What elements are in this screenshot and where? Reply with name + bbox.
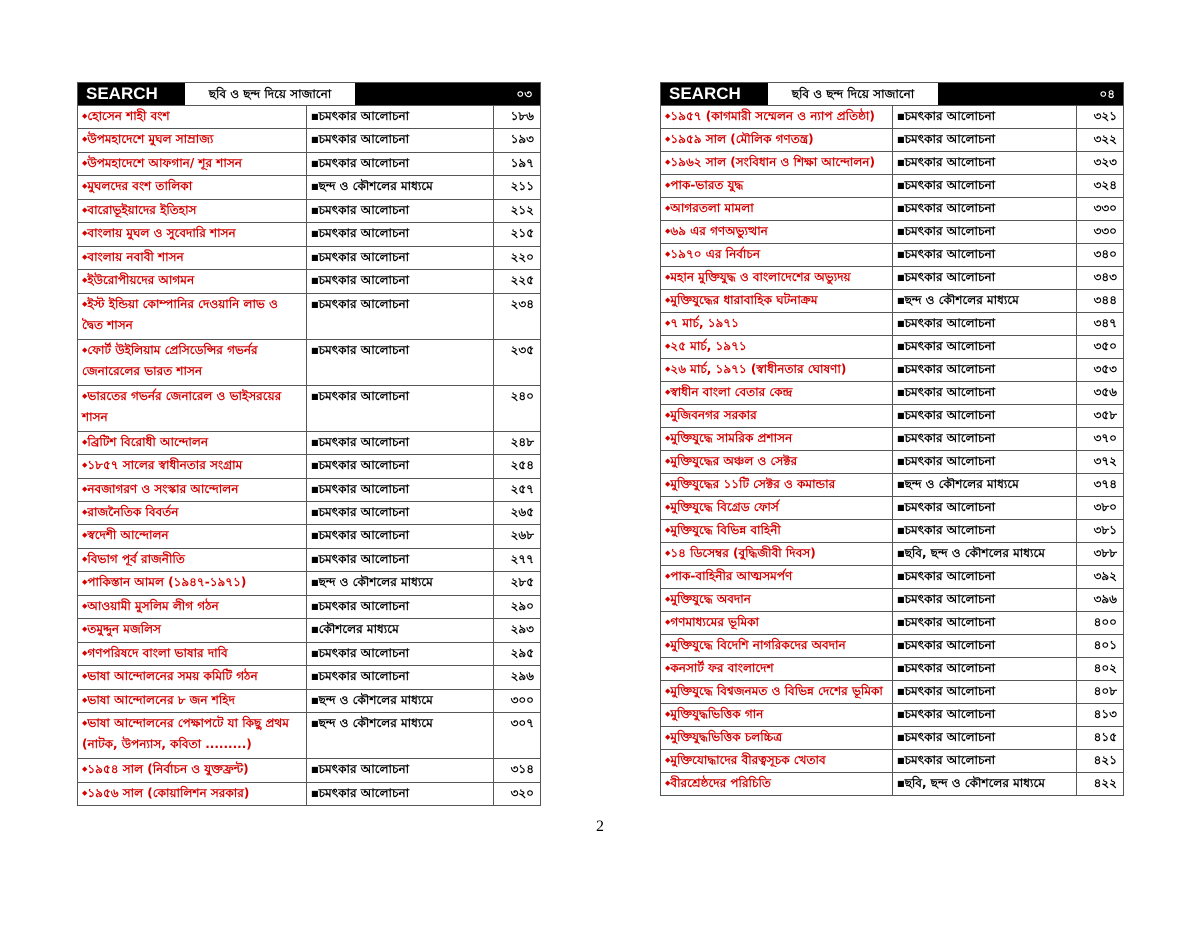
table-row <box>661 451 1123 474</box>
topic-cell: ◆ ভাষা আন্দোলনের ৮ জন শহিদ <box>78 690 307 712</box>
table-row <box>78 153 540 176</box>
table-row <box>661 704 1123 727</box>
topic-cell: ◆ বাংলায় নবাবী শাসন <box>78 247 307 269</box>
topic-cell: ◆ গণপরিষদে বাংলা ভাষার দাবি <box>78 643 307 665</box>
method-cell: ■ ছন্দ ও কৌশলের মাধ্যমে <box>893 474 1077 496</box>
topic-cell: ◆ ২৬ মার্চ, ১৯৭১ (স্বাধীনতার ঘোষণা) <box>661 359 893 381</box>
method-cell: ■ চমৎকার আলোচনা <box>893 750 1077 772</box>
page-ref-cell: ২১৫ <box>510 226 534 241</box>
method-cell: ■ চমৎকার আলোচনা <box>893 704 1077 726</box>
topic-cell: ◆ ১৪ ডিসেম্বর (বুদ্ধিজীবী দিবস) <box>661 543 893 565</box>
topic-cell: ◆ ৭ মার্চ, ১৯৭১ <box>661 313 893 335</box>
table-row <box>661 612 1123 635</box>
page-ref-cell: ২৯০ <box>510 598 534 613</box>
table-row <box>78 572 540 595</box>
page-ref-cell: ৩৮৮ <box>1093 546 1117 560</box>
page-ref-cell: ২৯৩ <box>510 622 534 637</box>
table-row <box>78 247 540 270</box>
table-row <box>661 474 1123 497</box>
table-row <box>661 244 1123 267</box>
topic-cell: ◆ পাক-ভারত যুদ্ধ <box>661 175 893 197</box>
method-cell: ■ চমৎকার আলোচনা <box>307 783 494 805</box>
page-ref-cell: ২৪০ <box>510 388 534 403</box>
method-cell: ■ চমৎকার আলোচনা <box>307 643 494 665</box>
table-row <box>661 198 1123 221</box>
table-page-number: ০৩ <box>355 83 540 105</box>
method-cell: ■ চমৎকার আলোচনা <box>893 727 1077 749</box>
right-rows <box>661 106 1123 795</box>
method-cell: ■ ছবি, ছন্দ ও কৌশলের মাধ্যমে <box>893 773 1077 795</box>
page-ref-cell: ৩৭০ <box>1093 431 1117 445</box>
topic-cell: ◆ ইস্ট ইন্ডিয়া কোম্পানির দেওয়ানি লাভ ও দ্বৈত শাসন <box>78 294 307 339</box>
table-row <box>78 223 540 246</box>
method-cell: ■ ছন্দ ও কৌশলের মাধ্যমে <box>893 290 1077 312</box>
method-cell: ■ চমৎকার আলোচনা <box>893 405 1077 427</box>
table-row <box>661 497 1123 520</box>
topic-cell: ◆ আগরতলা মামলা <box>661 198 893 220</box>
page-ref-cell: ৩৪৪ <box>1093 293 1117 307</box>
left-index-table <box>77 82 541 806</box>
table-row <box>661 175 1123 198</box>
page-ref-cell: ৪২১ <box>1093 753 1117 767</box>
table-row <box>661 543 1123 566</box>
page-ref-cell: ৩২৪ <box>1093 178 1117 192</box>
page-ref-cell: ৪০২ <box>1093 661 1117 675</box>
topic-cell: ◆ ব্রিটিশ বিরোধী আন্দোলন <box>78 432 307 454</box>
table-row <box>661 635 1123 658</box>
topic-cell: ◆ স্বাধীন বাংলা বেতার কেন্দ্র <box>661 382 893 404</box>
method-cell: ■ চমৎকার আলোচনা <box>893 129 1077 151</box>
table-row <box>661 773 1123 795</box>
page-ref-cell: ৩০৭ <box>510 716 534 731</box>
method-cell: ■ চমৎকার আলোচনা <box>893 612 1077 634</box>
table-row <box>78 432 540 455</box>
method-cell: ■ চমৎকার আলোচনা <box>307 666 494 688</box>
method-cell: ■ চমৎকার আলোচনা <box>893 198 1077 220</box>
page-ref-cell: ২৬৫ <box>510 504 534 519</box>
table-row <box>661 382 1123 405</box>
topic-cell: ◆ মুক্তিযুদ্ধের অঞ্চল ও সেক্টর <box>661 451 893 473</box>
page-ref-cell: ২৭৭ <box>510 551 534 566</box>
topic-cell: ◆ মুজিবনগর সরকার <box>661 405 893 427</box>
table-row <box>661 290 1123 313</box>
method-cell: ■ চমৎকার আলোচনা <box>307 270 494 292</box>
method-cell: ■ চমৎকার আলোচনা <box>307 502 494 524</box>
table-row <box>661 267 1123 290</box>
topic-cell: ◆ তমুদ্দুন মজলিস <box>78 619 307 641</box>
page-ref-cell: ৩৮১ <box>1093 523 1117 537</box>
topic-cell: ◆ ৬৯ এর গণঅভ্যুত্থান <box>661 221 893 243</box>
method-cell: ■ চমৎকার আলোচনা <box>307 106 494 128</box>
page-ref-cell: ২৯৫ <box>510 645 534 660</box>
page-ref-cell: ২৪৮ <box>510 434 534 449</box>
page-ref-cell: ৩০০ <box>510 692 534 707</box>
table-row <box>661 727 1123 750</box>
page-ref-cell: ৪১৫ <box>1093 730 1117 744</box>
topic-cell: ◆ আওয়ামী মুসলিম লীগ গঠন <box>78 596 307 618</box>
page-ref-cell: ৩২১ <box>1093 109 1117 123</box>
page-ref-cell: ৩৫০ <box>1093 339 1117 353</box>
topic-cell: ◆ নবজাগরণ ও সংস্কার আন্দোলন <box>78 479 307 501</box>
page-ref-cell: ৪০০ <box>1093 615 1117 629</box>
page-ref-cell: ২৩৫ <box>510 342 534 357</box>
topic-cell: ◆ বিভাগ পূর্ব রাজনীতি <box>78 549 307 571</box>
method-cell: ■ চমৎকার আলোচনা <box>893 313 1077 335</box>
method-cell: ■ চমৎকার আলোচনা <box>893 520 1077 542</box>
page-ref-cell: ২১২ <box>510 202 534 217</box>
table-row <box>78 759 540 782</box>
table-row <box>661 520 1123 543</box>
method-cell: ■ চমৎকার আলোচনা <box>307 386 494 431</box>
table-row <box>661 152 1123 175</box>
topic-cell: ◆ রাজনৈতিক বিবর্তন <box>78 502 307 524</box>
method-cell: ■ চমৎকার আলোচনা <box>893 267 1077 289</box>
topic-cell: ◆ পাক-বাহিনীর আত্মসমর্পণ <box>661 566 893 588</box>
method-cell: ■ চমৎকার আলোচনা <box>893 152 1077 174</box>
method-cell: ■ চমৎকার আলোচনা <box>893 382 1077 404</box>
topic-cell: ◆ স্বদেশী আন্দোলন <box>78 525 307 547</box>
method-cell: ■ চমৎকার আলোচনা <box>307 525 494 547</box>
topic-cell: ◆ মুক্তিযুদ্ধে বিভিন্ন বাহিনী <box>661 520 893 542</box>
topic-cell: ◆ ১৯৫৯ সাল (মৌলিক গণতন্ত্র) <box>661 129 893 151</box>
method-cell: ■ চমৎকার আলোচনা <box>307 129 494 151</box>
table-row <box>78 270 540 293</box>
table-row <box>78 713 540 759</box>
method-cell: ■ চমৎকার আলোচনা <box>307 153 494 175</box>
method-cell: ■ চমৎকার আলোচনা <box>893 658 1077 680</box>
topic-cell: ◆ ১৮৫৭ সালের স্বাধীনতার সংগ্রাম <box>78 455 307 477</box>
page-ref-cell: ৩৪৭ <box>1093 316 1117 330</box>
topic-cell: ◆ গণমাধ্যমের ভূমিকা <box>661 612 893 634</box>
page-ref-cell: ২৫৭ <box>510 481 534 496</box>
topic-cell: ◆ মুক্তিযোদ্ধাদের বীরত্বসূচক খেতাব <box>661 750 893 772</box>
method-cell: ■ চমৎকার আলোচনা <box>893 451 1077 473</box>
method-cell: ■ চমৎকার আলোচনা <box>893 336 1077 358</box>
topic-cell: ◆ হোসেন শাহী বংশ <box>78 106 307 128</box>
topic-cell: ◆ ভাষা আন্দোলনের পেক্ষাপটে যা কিছু প্রথম (নাটক, উপন্যাস, কবিতা .........) <box>78 713 307 758</box>
method-cell: ■ চমৎকার আলোচনা <box>307 479 494 501</box>
method-cell: ■ চমৎকার আলোচনা <box>307 200 494 222</box>
table-row <box>78 549 540 572</box>
page-ref-cell: ২২০ <box>510 249 534 264</box>
method-cell: ■ চমৎকার আলোচনা <box>307 759 494 781</box>
table-row <box>78 666 540 689</box>
topic-cell: ◆ মুক্তিযুদ্ধভিত্তিক গান <box>661 704 893 726</box>
page-ref-cell: ২২৫ <box>510 273 534 288</box>
topic-cell: ◆ মুক্তিযুদ্ধের ১১টি সেক্টর ও কমান্ডার <box>661 474 893 496</box>
table-row <box>78 619 540 642</box>
method-cell: ■ ছবি, ছন্দ ও কৌশলের মাধ্যমে <box>893 543 1077 565</box>
table-title: ছবি ও ছন্দ দিয়ে সাজানো <box>185 83 355 105</box>
page-ref-cell: ৩৪০ <box>1093 247 1117 261</box>
page-ref-cell: ৩৩০ <box>1093 224 1117 238</box>
page-ref-cell: ৩৪৩ <box>1093 270 1117 284</box>
topic-cell: ◆ মুক্তিযুদ্ধে সামরিক প্রশাসন <box>661 428 893 450</box>
table-row <box>661 336 1123 359</box>
topic-cell: ◆ ১৯৬২ সাল (সংবিধান ও শিক্ষা আন্দোলন) <box>661 152 893 174</box>
topic-cell: ◆ ১৯৫৪ সাল (নির্বাচন ও যুক্তফ্রন্ট) <box>78 759 307 781</box>
table-row <box>78 690 540 713</box>
table-row <box>661 405 1123 428</box>
topic-cell: ◆ ভাষা আন্দোলনের সময় কমিটি গঠন <box>78 666 307 688</box>
page-ref-cell: ২৫৪ <box>510 458 534 473</box>
topic-cell: ◆ মুক্তিযুদ্ধে বিশ্বজনমত ও বিভিন্ন দেশের ভূমিকা <box>661 681 893 703</box>
table-row <box>78 596 540 619</box>
topic-cell: ◆ মুক্তিযুদ্ধে বিগ্রেড ফোর্স <box>661 497 893 519</box>
table-row <box>78 200 540 223</box>
topic-cell: ◆ মহান মুক্তিযুদ্ধ ও বাংলাদেশের অভ্যুদয় <box>661 267 893 289</box>
table-row <box>661 681 1123 704</box>
page-ref-cell: ৩৩০ <box>1093 201 1117 215</box>
table-row <box>78 502 540 525</box>
page-ref-cell: ৩৯২ <box>1093 569 1117 583</box>
left-table-header <box>78 83 540 106</box>
page-ref-cell: ১৯৩ <box>510 132 534 147</box>
method-cell: ■ চমৎকার আলোচনা <box>893 359 1077 381</box>
method-cell: ■ চমৎকার আলোচনা <box>307 247 494 269</box>
table-row <box>78 643 540 666</box>
table-row <box>661 428 1123 451</box>
topic-cell: ◆ মুক্তিযুদ্ধের ধারাবাহিক ঘটনাক্রম <box>661 290 893 312</box>
method-cell: ■ কৌশলের মাধ্যমে <box>307 619 494 641</box>
method-cell: ■ চমৎকার আলোচনা <box>893 635 1077 657</box>
method-cell: ■ ছন্দ ও কৌশলের মাধ্যমে <box>307 713 494 758</box>
method-cell: ■ চমৎকার আলোচনা <box>893 497 1077 519</box>
method-cell: ■ চমৎকার আলোচনা <box>307 596 494 618</box>
page-ref-cell: ৩২২ <box>1093 132 1117 146</box>
page-ref-cell: ২৮৫ <box>510 575 534 590</box>
table-row <box>78 129 540 152</box>
topic-cell: ◆ ১৯৫৭ (কাগমারী সম্মেলন ও ন্যাপ প্রতিষ্ঠা) <box>661 106 893 128</box>
topic-cell: ◆ উপমহাদেশে মুঘল সাম্রাজ্য <box>78 129 307 151</box>
table-row <box>661 658 1123 681</box>
method-cell: ■ চমৎকার আলোচনা <box>893 566 1077 588</box>
topic-cell: ◆ মুক্তিযুদ্ধে বিদেশি নাগরিকদের অবদান <box>661 635 893 657</box>
table-row <box>78 479 540 502</box>
topic-cell: ◆ পাকিস্তান আমল (১৯৪৭-১৯৭১) <box>78 572 307 594</box>
right-index-table <box>660 82 1124 796</box>
table-page-number: ০৪ <box>938 83 1123 105</box>
table-row <box>78 525 540 548</box>
page-ref-cell: ৩৫৩ <box>1093 362 1117 376</box>
table-row <box>78 340 540 386</box>
method-cell: ■ চমৎকার আলোচনা <box>893 428 1077 450</box>
table-row <box>661 106 1123 129</box>
table-row <box>661 313 1123 336</box>
page-ref-cell: ৩৮০ <box>1093 500 1117 514</box>
method-cell: ■ ছন্দ ও কৌশলের মাধ্যমে <box>307 690 494 712</box>
page-ref-cell: ২৬৮ <box>510 528 534 543</box>
page-ref-cell: ৩৯৬ <box>1093 592 1117 606</box>
method-cell: ■ চমৎকার আলোচনা <box>307 294 494 339</box>
method-cell: ■ চমৎকার আলোচনা <box>893 681 1077 703</box>
page-ref-cell: ৪১৩ <box>1093 707 1117 721</box>
method-cell: ■ চমৎকার আলোচনা <box>893 589 1077 611</box>
method-cell: ■ চমৎকার আলোচনা <box>307 340 494 385</box>
method-cell: ■ চমৎকার আলোচনা <box>893 106 1077 128</box>
page-ref-cell: ৩৭৪ <box>1093 477 1117 491</box>
page-number: 2 <box>596 818 604 835</box>
left-rows <box>78 106 540 805</box>
right-table-header <box>661 83 1123 106</box>
method-cell: ■ ছন্দ ও কৌশলের মাধ্যমে <box>307 176 494 198</box>
table-row <box>78 294 540 340</box>
table-row <box>78 176 540 199</box>
method-cell: ■ চমৎকার আলোচনা <box>307 549 494 571</box>
topic-cell: ◆ মুক্তিযুদ্ধভিত্তিক চলচ্চিত্র <box>661 727 893 749</box>
topic-cell: ◆ বাংলায় মুঘল ও সুবেদারি শাসন <box>78 223 307 245</box>
search-brand-label: SEARCH <box>661 83 768 105</box>
page-ref-cell: ৩২৩ <box>1093 155 1117 169</box>
topic-cell: ◆ মুক্তিযুদ্ধে অবদান <box>661 589 893 611</box>
page-ref-cell: ১৮৬ <box>510 109 534 123</box>
topic-cell: ◆ বারোভূইয়াদের ইতিহাস <box>78 200 307 222</box>
table-row <box>661 589 1123 612</box>
table-row <box>661 221 1123 244</box>
page-ref-cell: ২৯৬ <box>510 669 534 684</box>
method-cell: ■ চমৎকার আলোচনা <box>307 432 494 454</box>
page-ref-cell: ৪০১ <box>1093 638 1117 652</box>
page-ref-cell: ৪২২ <box>1093 776 1117 790</box>
table-row <box>661 129 1123 152</box>
page-ref-cell: ১৯৭ <box>510 155 534 170</box>
method-cell: ■ চমৎকার আলোচনা <box>307 223 494 245</box>
topic-cell: ◆ বীরশ্রেষ্ঠদের পরিচিতি <box>661 773 893 795</box>
topic-cell: ◆ ভারতের গভর্নর জেনারেল ও ভাইসরয়ের শাসন <box>78 386 307 431</box>
topic-cell: ◆ ফোর্ট উইলিয়াম প্রেসিডেন্সির গভর্নর জেনারেলের ভারত শাসন <box>78 340 307 385</box>
table-row <box>661 566 1123 589</box>
topic-cell: ◆ উপমহাদেশে আফগান/ শূর শাসন <box>78 153 307 175</box>
page-ref-cell: ৩৭২ <box>1093 454 1117 468</box>
method-cell: ■ চমৎকার আলোচনা <box>893 221 1077 243</box>
table-row <box>661 750 1123 773</box>
table-row <box>661 359 1123 382</box>
topic-cell: ◆ মুঘলদের বংশ তালিকা <box>78 176 307 198</box>
page-ref-cell: ৩৫৬ <box>1093 385 1117 399</box>
table-row <box>78 455 540 478</box>
table-row <box>78 386 540 432</box>
topic-cell: ◆ কনসার্ট ফর বাংলাদেশ <box>661 658 893 680</box>
topic-cell: ◆ ইউরোপীয়দের আগমন <box>78 270 307 292</box>
search-brand-label: SEARCH <box>78 83 185 105</box>
topic-cell: ◆ ২৫ মার্চ, ১৯৭১ <box>661 336 893 358</box>
page-ref-cell: ৩৫৮ <box>1093 408 1117 422</box>
topic-cell: ◆ ১৯৫৬ সাল (কোয়ালিশন সরকার) <box>78 783 307 805</box>
method-cell: ■ চমৎকার আলোচনা <box>893 244 1077 266</box>
page-ref-cell: ৩১৪ <box>510 762 534 777</box>
table-title: ছবি ও ছন্দ দিয়ে সাজানো <box>768 83 938 105</box>
method-cell: ■ ছন্দ ও কৌশলের মাধ্যমে <box>307 572 494 594</box>
page-ref-cell: ৩২০ <box>510 785 534 800</box>
page-ref-cell: ৪০৮ <box>1093 684 1117 698</box>
method-cell: ■ চমৎকার আলোচনা <box>893 175 1077 197</box>
method-cell: ■ চমৎকার আলোচনা <box>307 455 494 477</box>
table-row <box>78 783 540 805</box>
topic-cell: ◆ ১৯৭০ এর নির্বাচন <box>661 244 893 266</box>
table-row <box>78 106 540 129</box>
page-ref-cell: ২৩৪ <box>510 296 534 311</box>
page-ref-cell: ২১১ <box>510 179 534 194</box>
